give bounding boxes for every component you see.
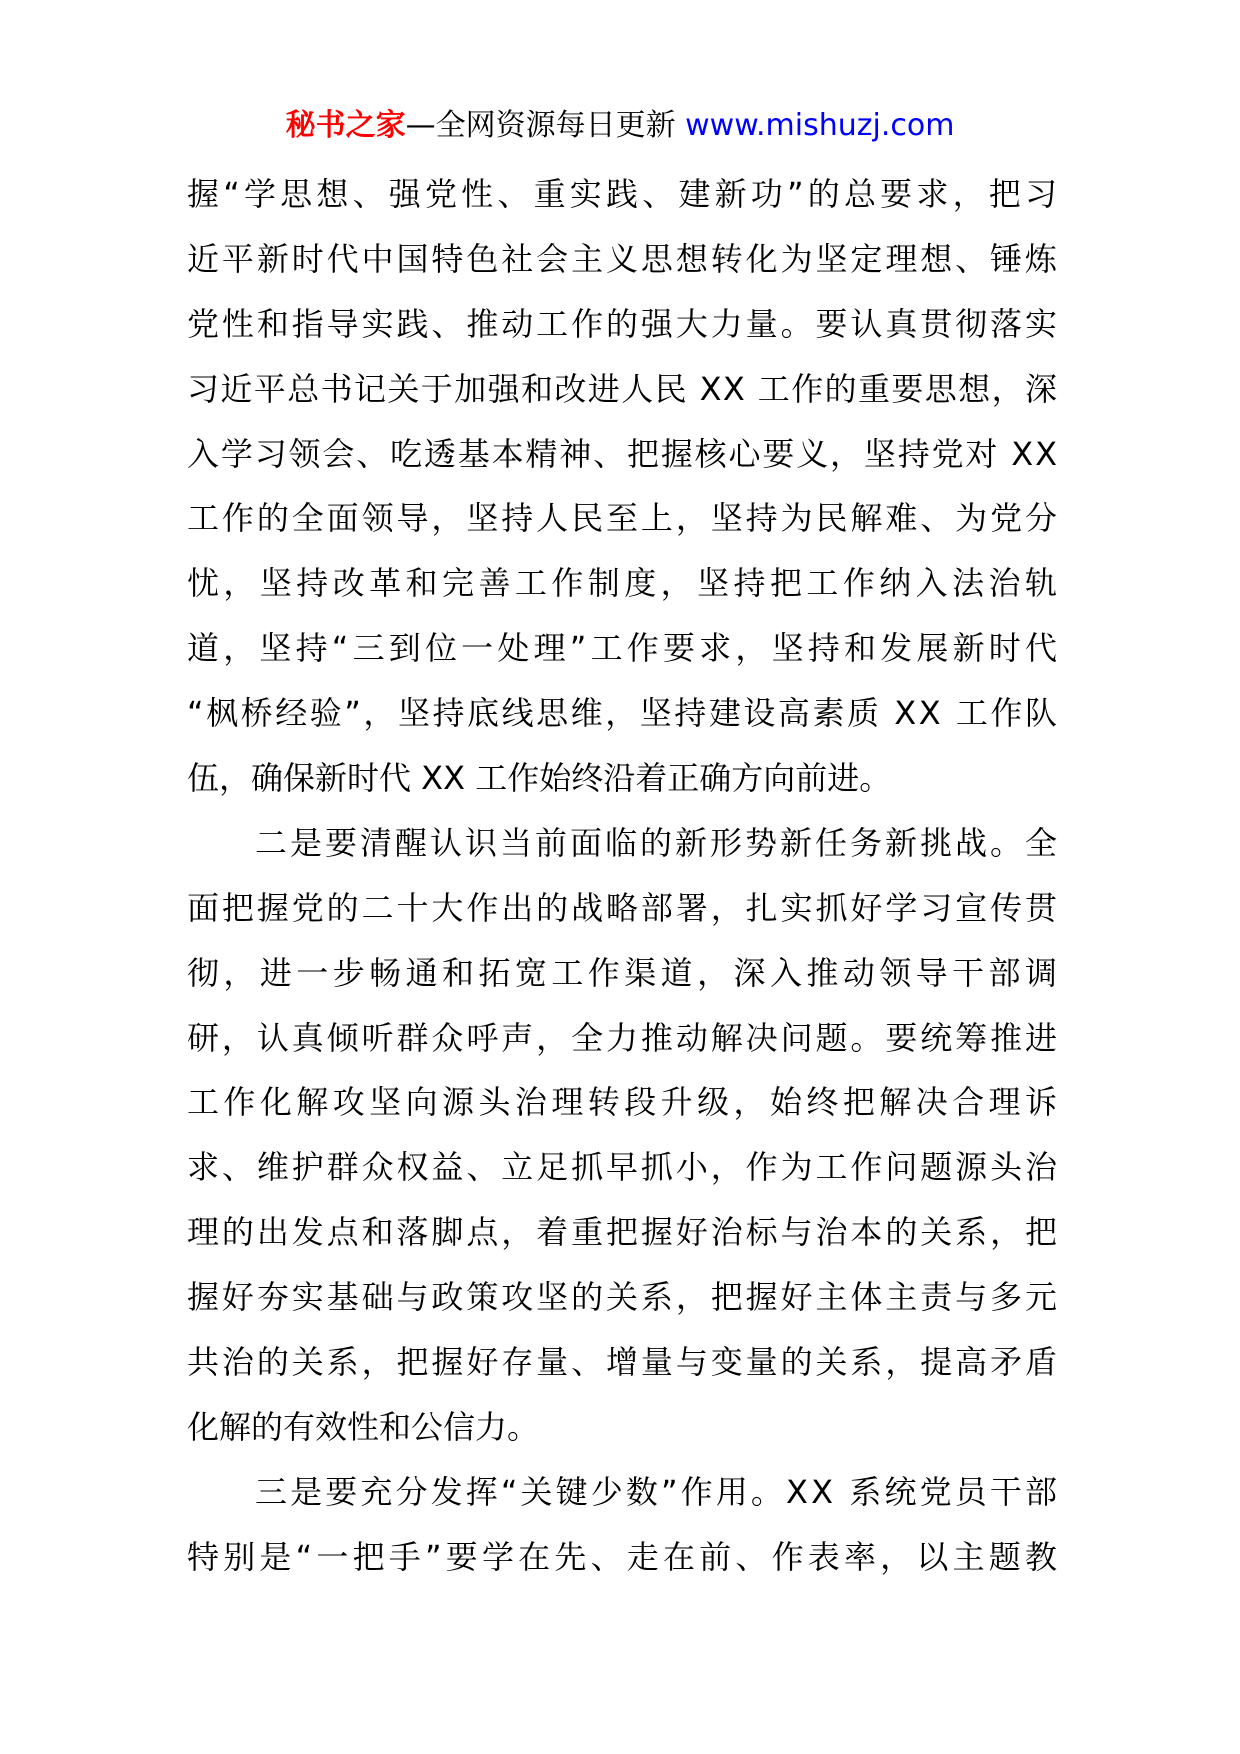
text-line: 工作的全面领导，坚持人民至上，坚持为民解难、为党分 <box>187 499 1060 538</box>
text-line: 彻，进一步畅通和拓宽工作渠道，深入推动领导干部调 <box>187 953 1062 992</box>
site-brand: 秘书之家 <box>285 108 406 143</box>
site-url-link[interactable]: www.mishuzj.com <box>685 108 955 143</box>
text-line: 入学习领会、吃透基本精神、把握核心要义，坚持党对 XX <box>187 434 1059 473</box>
text-line: 近平新时代中国特色社会主义思想转化为坚定理想、锤炼 <box>187 239 1060 278</box>
text-line: 党性和指导实践、推动工作的强大力量。要认真贯彻落实 <box>187 304 1060 343</box>
text-line: 研，认真倾听群众呼声，全力推动解决问题。要统筹推进 <box>187 1018 1060 1057</box>
text-line: 伍，确保新时代 XX 工作始终沿着正确方向前进。 <box>187 759 892 798</box>
text-line: 握“学思想、强党性、重实践、建新功”的总要求，把习 <box>187 175 1062 213</box>
text-line: 理的出发点和落脚点，着重把握好治标与治本的关系，把 <box>187 1213 1060 1252</box>
text-line: 握好夯实基础与政策攻坚的关系，把握好主体主责与多元 <box>187 1278 1060 1317</box>
text-line: 特别是“一把手”要学在先、走在前、作表率，以主题教 <box>187 1537 1062 1576</box>
text-line: 工作化解攻坚向源头治理转段升级，始终把解决合理诉 <box>187 1083 1062 1122</box>
document-body <box>187 162 1062 1590</box>
text-line: 习近平总书记关于加强和改进人民 XX 工作的重要思想，深 <box>187 369 1059 408</box>
site-tagline: —全网资源每日更新 <box>405 108 686 143</box>
text-line: 忧，坚持改革和完善工作制度，坚持把工作纳入法治轨 <box>187 564 1062 603</box>
text-line: 化解的有效性和公信力。 <box>187 1407 540 1446</box>
text-line: 求、维护群众权益、立足抓早抓小，作为工作问题源头治 <box>187 1148 1060 1187</box>
text-line: 道，坚持“三到位一处理”工作要求，坚持和发展新时代 <box>187 629 1062 668</box>
page-header <box>0 104 1240 148</box>
text-line: 共治的关系，把握好存量、增量与变量的关系，提高矛盾 <box>187 1343 1060 1382</box>
paragraph-start-line: 二是要清醒认识当前面临的新形势新任务新挑战。全 <box>255 823 1060 862</box>
paragraph-start-line: 三是要充分发挥“关键少数”作用。XX 系统党员干部 <box>255 1472 1061 1511</box>
text-line: “枫桥经验”，坚持底线思维，坚持建设高素质 XX 工作队 <box>187 694 1060 733</box>
text-line: 面把握党的二十大作出的战略部署，扎实抓好学习宣传贯 <box>187 888 1060 927</box>
